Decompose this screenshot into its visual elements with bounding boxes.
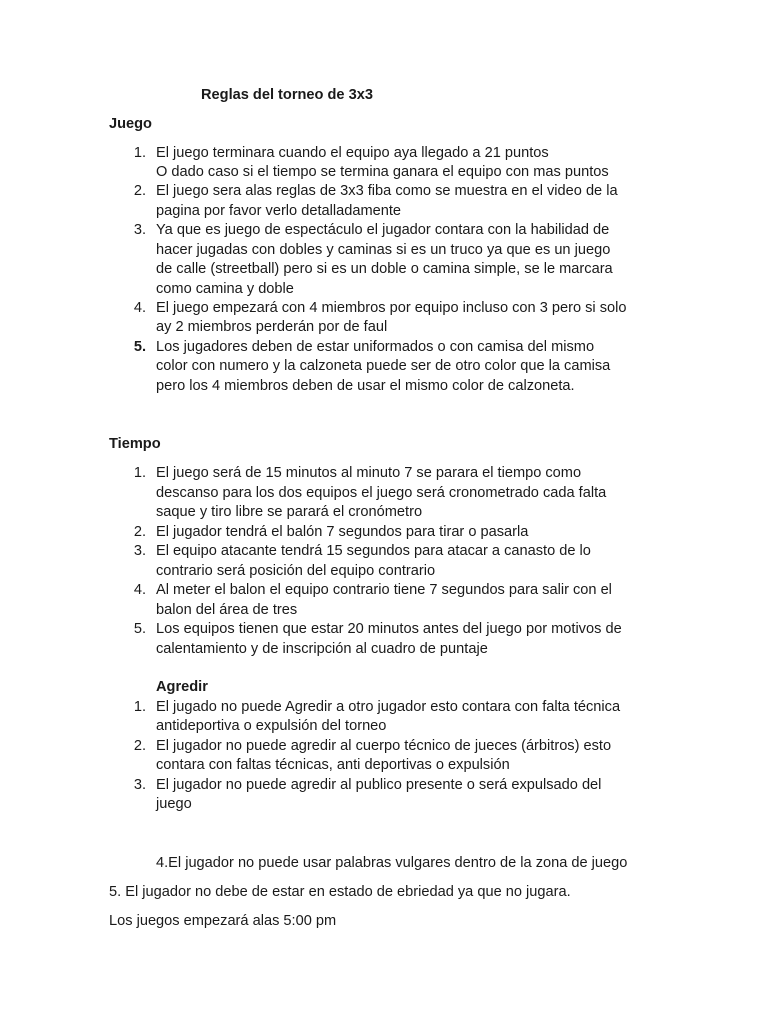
rule-5-paragraph: 5. El jugador no debe de estar en estado de ebriedad ya que no jugara. — [109, 884, 571, 900]
list-number: 1. — [133, 699, 146, 715]
list-item-line: El juego sera alas reglas de 3x3 fiba como se muestra en el video de la — [156, 183, 618, 199]
list-item-line: El jugado no puede Agredir a otro jugador esto contara con falta técnica — [156, 699, 621, 715]
section-heading-agredir: Agredir — [156, 679, 208, 695]
list-item-line: Los equipos tienen que estar 20 minutos antes del juego por motivos de — [156, 621, 622, 637]
agredir-item-4: 4.El jugador no puede usar palabras vulgares dentro de la zona de juego — [156, 855, 628, 871]
list-item-line: El equipo atacante tendrá 15 segundos para atacar a canasto de lo — [156, 543, 591, 559]
list-item-line: El jugador tendrá el balón 7 segundos para tirar o pasarla — [156, 524, 529, 540]
list-number: 1. — [133, 145, 146, 161]
list-item-line: O dado caso si el tiempo se termina ganara el equipo con mas puntos — [156, 164, 609, 180]
list-number: 3. — [133, 777, 146, 793]
list-number: 5. — [133, 621, 146, 637]
list-item-line: antideportiva o expulsión del torneo — [156, 718, 387, 734]
list-item-line: de calle (streetball) pero si es un doble o camina simple, se le marcara — [156, 261, 613, 277]
section-heading-juego: Juego — [109, 116, 152, 132]
list-number: 4. — [133, 300, 146, 316]
list-number: 3. — [133, 222, 146, 238]
list-item-line: Ya que es juego de espectáculo el jugador contara con la habilidad de — [156, 222, 610, 238]
list-item-line: hacer jugadas con dobles y caminas si es un truco ya que es un juego — [156, 242, 611, 258]
list-item-line: El juego empezará con 4 miembros por equipo incluso con 3 pero si solo — [156, 300, 627, 316]
list-number: 2. — [133, 183, 146, 199]
list-number: 1. — [133, 465, 146, 481]
list-item-line: calentamiento y de inscripción al cuadro de puntaje — [156, 641, 488, 657]
list-item-line: juego — [156, 796, 192, 812]
document-title: Reglas del torneo de 3x3 — [201, 87, 373, 103]
list-number: 3. — [133, 543, 146, 559]
list-number: 2. — [133, 524, 146, 540]
start-time-note: Los juegos empezará alas 5:00 pm — [109, 913, 337, 929]
section-heading-tiempo: Tiempo — [109, 436, 161, 452]
list-item-line: El juego terminara cuando el equipo aya llegado a 21 puntos — [156, 145, 549, 161]
list-item-line: pero los 4 miembros deben de usar el mismo color de calzoneta. — [156, 378, 575, 394]
list-number: 2. — [133, 738, 146, 754]
list-item-line: Al meter el balon el equipo contrario tiene 7 segundos para salir con el — [156, 582, 612, 598]
list-item-line: saque y tiro libre se parará el cronómetro — [156, 504, 423, 520]
list-item-line: descanso para los dos equipos el juego será cronometrado cada falta — [156, 485, 607, 501]
list-item-line: balon del área de tres — [156, 602, 298, 618]
list-item-line: color con numero y la calzoneta puede ser de otro color que la camisa — [156, 358, 611, 374]
list-item-line: ay 2 miembros perderán por de faul — [156, 319, 388, 335]
list-item-line: Los jugadores deben de estar uniformados o con camisa del mismo — [156, 339, 595, 355]
list-item-line: contara con faltas técnicas, anti deportivas o expulsión — [156, 757, 510, 773]
list-item-line: pagina por favor verlo detalladamente — [156, 203, 402, 219]
list-item-line: El jugador no puede agredir al cuerpo técnico de jueces (árbitros) esto — [156, 738, 612, 754]
list-item-line: El juego será de 15 minutos al minuto 7 se parara el tiempo como — [156, 465, 582, 481]
list-item-line: El jugador no puede agredir al publico presente o será expulsado del — [156, 777, 602, 793]
list-number: 4. — [133, 582, 146, 598]
list-item-line: como camina y doble — [156, 281, 294, 297]
list-number: 5. — [133, 339, 146, 355]
list-item-line: contrario será posición del equipo contrario — [156, 563, 436, 579]
